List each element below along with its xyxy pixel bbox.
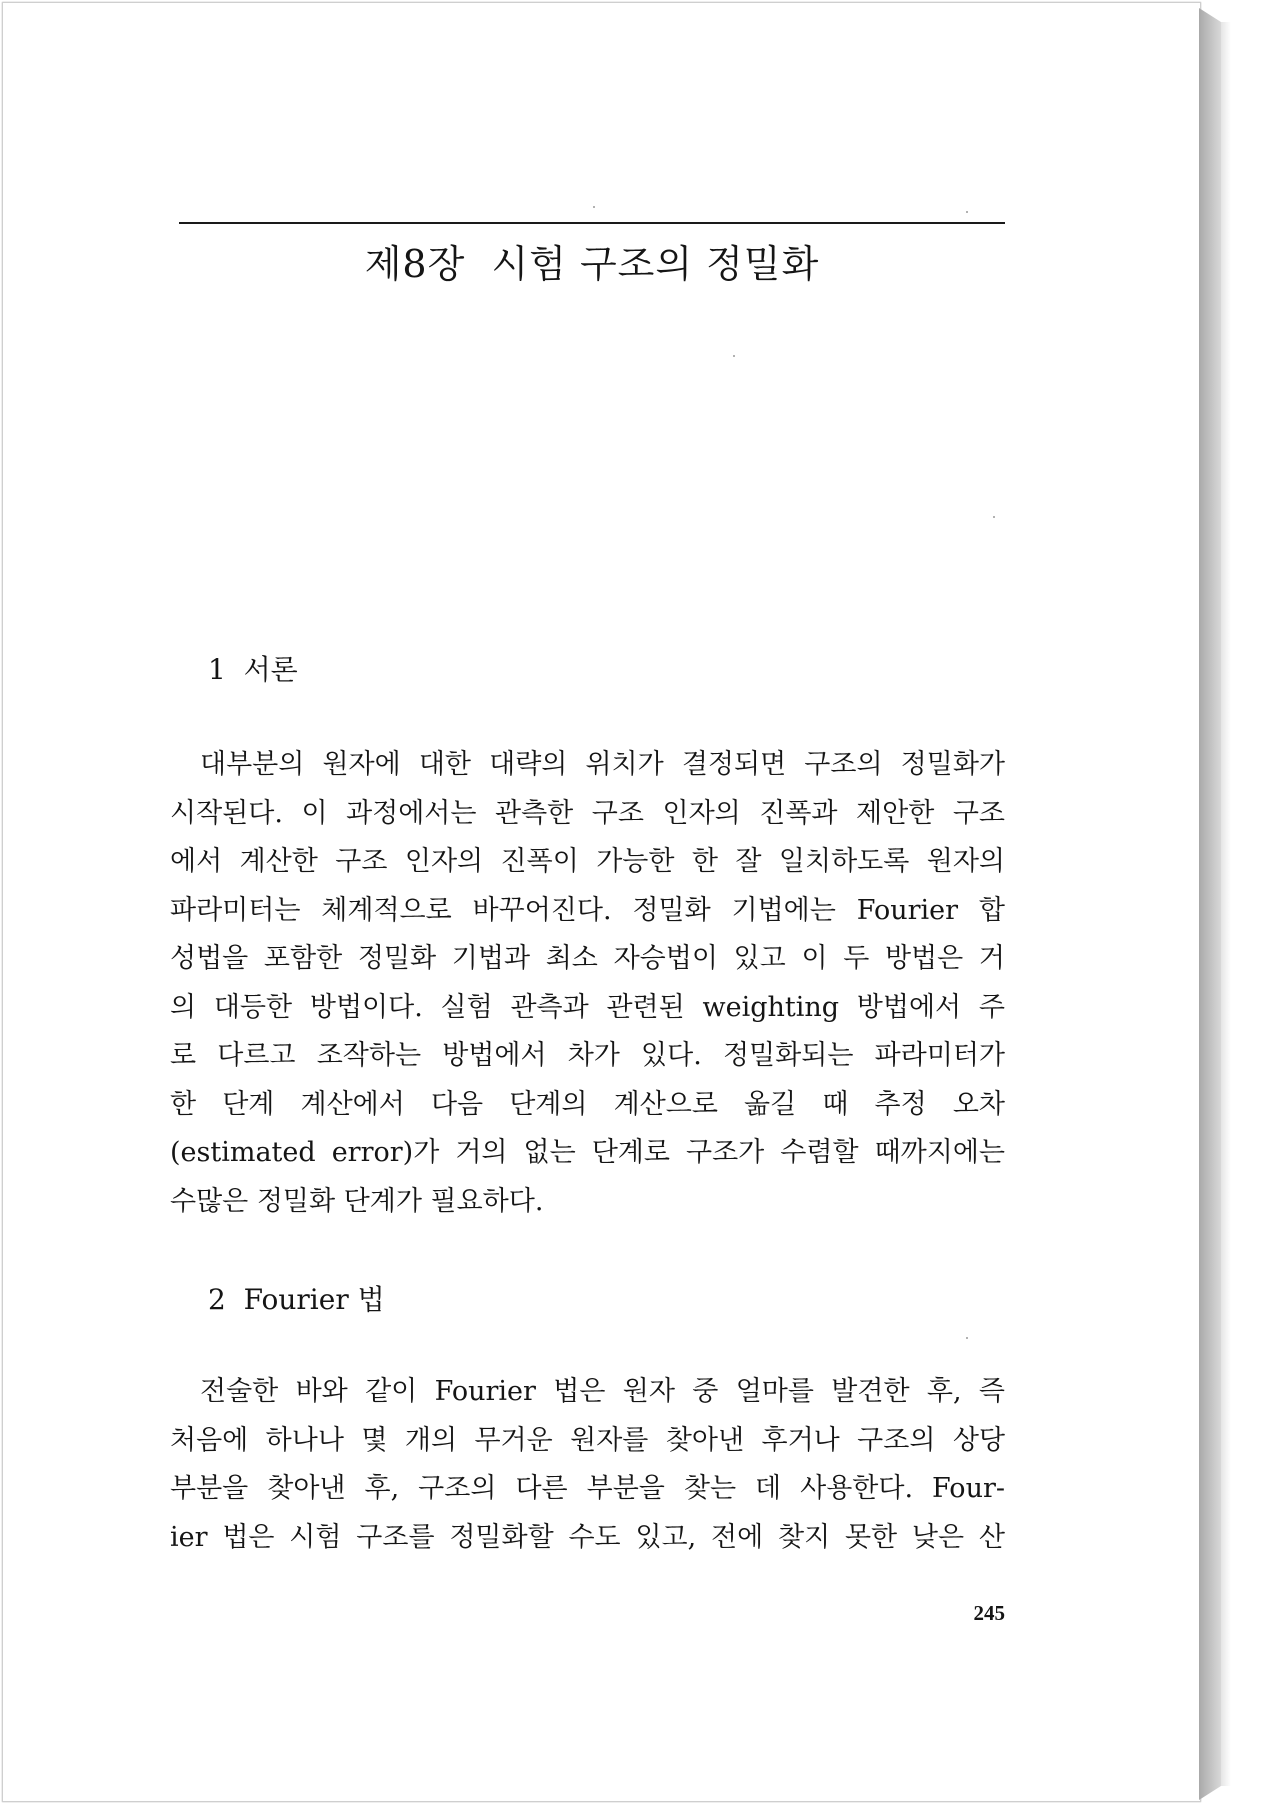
page-shadow (1221, 22, 1231, 1786)
text-line: 대부분의 원자에 대한 대략의 위치가 결정되면 구조의 정밀화가 (200, 749, 1005, 780)
scan-speck (993, 516, 995, 518)
page-number: 245 (973, 1601, 1005, 1625)
scan-speck (733, 355, 735, 357)
section-heading-fourier: 2 Fourier 법 (208, 1283, 385, 1316)
paragraph-fourier (170, 1368, 1005, 1562)
paragraph-introduction (170, 741, 1005, 1226)
text-line: 한 단계 계산에서 다음 단계의 계산으로 옮길 때 추정 오차 (170, 1088, 1005, 1120)
text-line: 의 대등한 방법이다. 실험 관측과 관련된 weighting 방법에서 주 (170, 991, 1005, 1023)
text-line: 수많은 정밀화 단계가 필요하다. (170, 1185, 544, 1217)
text-line: 처음에 하나나 몇 개의 무거운 원자를 찾아낸 후거나 구조의 상당 (170, 1424, 1005, 1456)
chapter-rule (179, 222, 1005, 224)
scan-speck (966, 211, 968, 213)
text-line: 부분을 찾아낸 후, 구조의 다른 부분을 찾는 데 사용한다. Four- (170, 1473, 1005, 1504)
scan-speck (966, 1337, 968, 1339)
text-line: (estimated error)가 거의 없는 단계로 구조가 수렴할 때까지에는 (170, 1137, 1005, 1168)
text-line: 성법을 포함한 정밀화 기법과 최소 자승법이 있고 이 두 방법은 거 (170, 943, 1005, 974)
page-stack-edge (1199, 8, 1221, 1800)
text-line: 에서 계산한 구조 인자의 진폭이 가능한 한 잘 일치하도록 원자의 (170, 846, 1005, 877)
text-line: 전술한 바와 같이 Fourier 법은 원자 중 얼마를 발견한 후, 즉 (200, 1376, 1005, 1407)
chapter-title: 제8장 시험 구조의 정밀화 (364, 242, 820, 286)
text-line: 로 다르고 조작하는 방법에서 차가 있다. 정밀화되는 파라미터가 (170, 1040, 1005, 1071)
scan-speck (593, 206, 595, 208)
text-line: ier 법은 시험 구조를 정밀화할 수도 있고, 전에 찾지 못한 낮은 산 (170, 1521, 1005, 1553)
section-heading-introduction: 1 서론 (208, 653, 298, 686)
text-line: 파라미터는 체계적으로 바꾸어진다. 정밀화 기법에는 Fourier 합 (170, 894, 1005, 926)
text-line: 시작된다. 이 과정에서는 관측한 구조 인자의 진폭과 제안한 구조 (170, 797, 1005, 829)
